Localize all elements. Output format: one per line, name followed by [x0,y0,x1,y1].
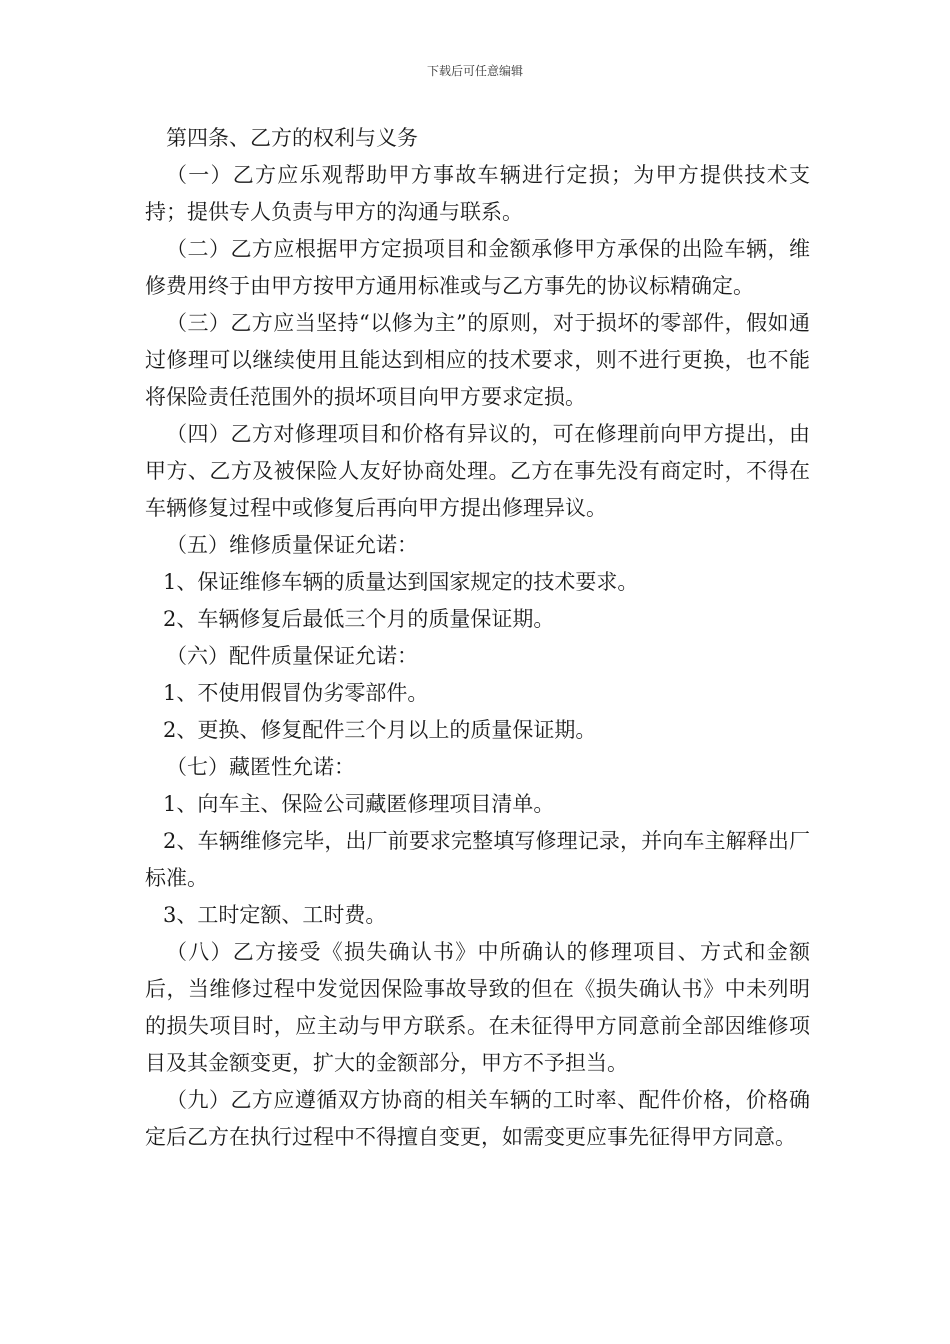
article-title: 第四条、乙方的权利与义务 [166,126,418,150]
list-item: 2、车辆修复后最低三个月的质量保证期。 [163,607,555,631]
list-item: 2、车辆维修完毕，出厂前要求完整填写修理记录，并向车主解释出厂标准。 [145,829,810,890]
page-header: 下载后可任意编辑 [426,64,523,78]
paragraph-3: （三）乙方应当坚持“以修为主”的原则，对于损坏的零部件，假如通过修理可以继续使用且能达到相应的技术要求，则不进行更换，也不能将保险责任范围外的损坏项目向甲方要求定损。 [145,311,810,409]
list-item: 3、工时定额、工时费。 [163,903,387,927]
paragraph-6-heading: （六）配件质量保证允诺： [166,644,418,668]
paragraph-2: （二）乙方应根据甲方定损项目和金额承修甲方承保的出险车辆，维修费用终于由甲方按甲方通用标准或与乙方事先的协议标精确定。 [145,237,810,298]
document-body [145,120,810,1156]
paragraph-5-heading: （五）维修质量保证允诺： [166,533,418,557]
list-item: 1、不使用假冒伪劣零部件。 [163,681,429,705]
paragraph-9: （九）乙方应遵循双方协商的相关车辆的工时率、配件价格，价格确定后乙方在执行过程中不得擅自变更，如需变更应事先征得甲方同意。 [145,1088,810,1149]
paragraph-4: （四）乙方对修理项目和价格有异议的，可在修理前向甲方提出，由甲方、乙方及被保险人友好协商处理。乙方在事先没有商定时，不得在车辆修复过程中或修复后再向甲方提出修理异议。 [145,422,810,520]
paragraph-7-heading: （七）藏匿性允诺： [166,755,355,779]
paragraph-1: （一）乙方应乐观帮助甲方事故车辆进行定损；为甲方提供技术支持；提供专人负责与甲方的沟通与联系。 [145,163,810,224]
list-item: 2、更换、修复配件三个月以上的质量保证期。 [163,718,597,742]
list-item: 1、保证维修车辆的质量达到国家规定的技术要求。 [163,570,639,594]
list-item: 1、向车主、保险公司藏匿修理项目清单。 [163,792,555,816]
paragraph-8: （八）乙方接受《损失确认书》中所确认的修理项目、方式和金额后，当维修过程中发觉因保险事故导致的但在《损失确认书》中未列明的损失项目时，应主动与甲方联系。在未征得甲方同意前全部因维修项目及其金额变更，扩大的金额部分，甲方不予担当。 [145,940,810,1075]
